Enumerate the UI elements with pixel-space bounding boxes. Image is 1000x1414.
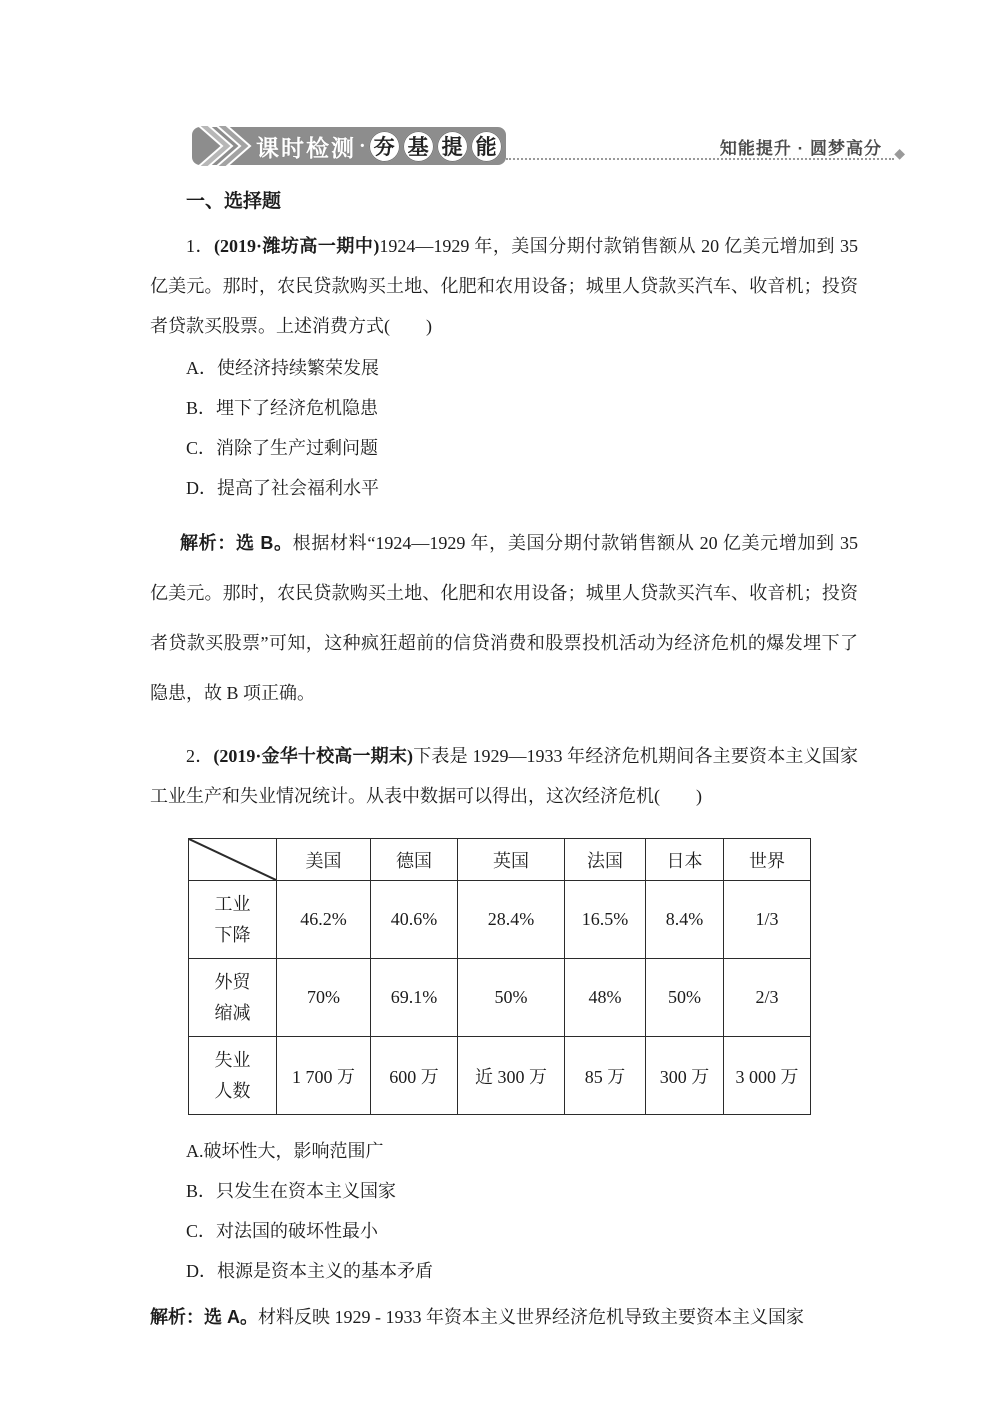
option-a: A．使经济持续繁荣发展 [186,358,379,378]
section-heading: 一、选择题 [186,191,282,212]
row-label-line: 人数 [214,1080,251,1101]
question-1-text: 1924—1929 年，美国分期付款销售额从 20 亿美元增加到 35 亿美元。那时，农民贷款购买土地、化肥和农用设备；城里人贷款买汽车、收音机；投资者贷款买股票。上述消费方式( ) [150,236,859,336]
question-1-stem [150,226,858,346]
crisis-statistics-table-wrap [188,838,858,1115]
question-2-source: (2019·金华十校高一期末) [213,746,414,766]
column-header: 日本 [646,839,724,881]
table-cell: 85 万 [565,1037,646,1115]
crisis-statistics-table [188,838,811,1115]
option-c: C．消除了生产过剩问题 [186,438,379,458]
row-label-line: 外贸 [214,971,251,992]
explanation-text: 根据材料“1924—1929 年，美国分期付款销售额从 20 亿美元增加到 35 亿美元。那时，农民贷款购买土地、化肥和农用设备；城里人贷款买汽车、收音机；投资者贷款买股票”可知，这种疯狂超前的信贷消费和股票投机活动为经济危机的爆发埋下了隐患，故 B 项正确。 [150,533,858,703]
table-cell: 600 万 [371,1037,458,1115]
option-b: B．埋下了经济危机隐患 [186,398,379,418]
diamond-icon: ◆ [894,147,905,162]
banner-circle-char: 提 [437,131,468,162]
table-cell: 28.4% [458,881,565,959]
row-label [189,959,277,1037]
question-1-number: 1． [186,236,214,256]
option-a: A.破坏性大，影响范围广 [186,1141,384,1161]
dotted-rule [506,158,894,160]
row-label [189,881,277,959]
question-2-text: 下表是 1929—1933 年经济危机期间各主要资本主义国家工业生产和失业情况统计。从表中数据可以得出，这次经济危机( ) [150,746,858,806]
table-cell: 46.2% [277,881,371,959]
table-row [189,1037,811,1115]
banner-title: 课时检测 [256,134,356,161]
table-cell: 70% [277,959,371,1037]
banner-circle-char: 基 [403,131,434,162]
table-cell: 40.6% [371,881,458,959]
table-row [189,959,811,1037]
column-header: 美国 [277,839,371,881]
explanation-label: 解析：选 A。 [150,1307,258,1327]
table-row [189,881,811,959]
option-d: D．根源是资本主义的基本矛盾 [186,1261,433,1281]
header-tagline: 知能提升 · 圆梦高分 [719,139,882,158]
table-cell: 8.4% [646,881,724,959]
column-header: 世界 [724,839,811,881]
question-2-stem [150,736,858,816]
document-body [150,188,858,1337]
table-cell: 1/3 [724,881,811,959]
row-label-line: 下降 [214,924,251,945]
page-header [0,0,1000,176]
column-header: 英国 [458,839,565,881]
banner-circle-char: 能 [471,131,502,162]
banner-bar [192,127,506,165]
question-2-explanation [150,1297,858,1337]
table-header-row [189,839,811,881]
double-chevron-icon [194,117,256,175]
banner-circle-group [369,131,502,162]
option-c: C．对法国的破坏性最小 [186,1221,379,1241]
explanation-label: 解析：选 B。 [180,533,293,553]
table-cell: 50% [646,959,724,1037]
row-label [189,1037,277,1115]
banner-separator: · [359,134,366,157]
table-cell: 近 300 万 [458,1037,565,1115]
question-1-source: (2019·潍坊高一期中) [213,236,380,256]
option-d: D．提高了社会福利水平 [186,478,379,498]
table-cell: 2/3 [724,959,811,1037]
explanation-text: 材料反映 1929 - 1933 年资本主义世界经济危机导致主要资本主义国家 [258,1307,804,1327]
banner-circle-char: 夯 [369,131,400,162]
question-2-number: 2． [186,746,214,766]
table-corner-cell [189,839,277,881]
option-b: B．只发生在资本主义国家 [186,1181,397,1201]
table-cell: 1 700 万 [277,1037,371,1115]
row-label-line: 失业 [214,1049,251,1070]
question-1-explanation [150,518,858,718]
question-1-options [150,348,858,508]
row-label-line: 工业 [214,893,251,914]
table-cell: 50% [458,959,565,1037]
table-cell: 48% [565,959,646,1037]
question-2-options [150,1131,858,1291]
table-cell: 3 000 万 [724,1037,811,1115]
table-cell: 16.5% [565,881,646,959]
diagonal-line [189,839,276,880]
row-label-line: 缩减 [214,1002,251,1023]
column-header: 德国 [371,839,458,881]
table-cell: 300 万 [646,1037,724,1115]
column-header: 法国 [565,839,646,881]
table-cell: 69.1% [371,959,458,1037]
